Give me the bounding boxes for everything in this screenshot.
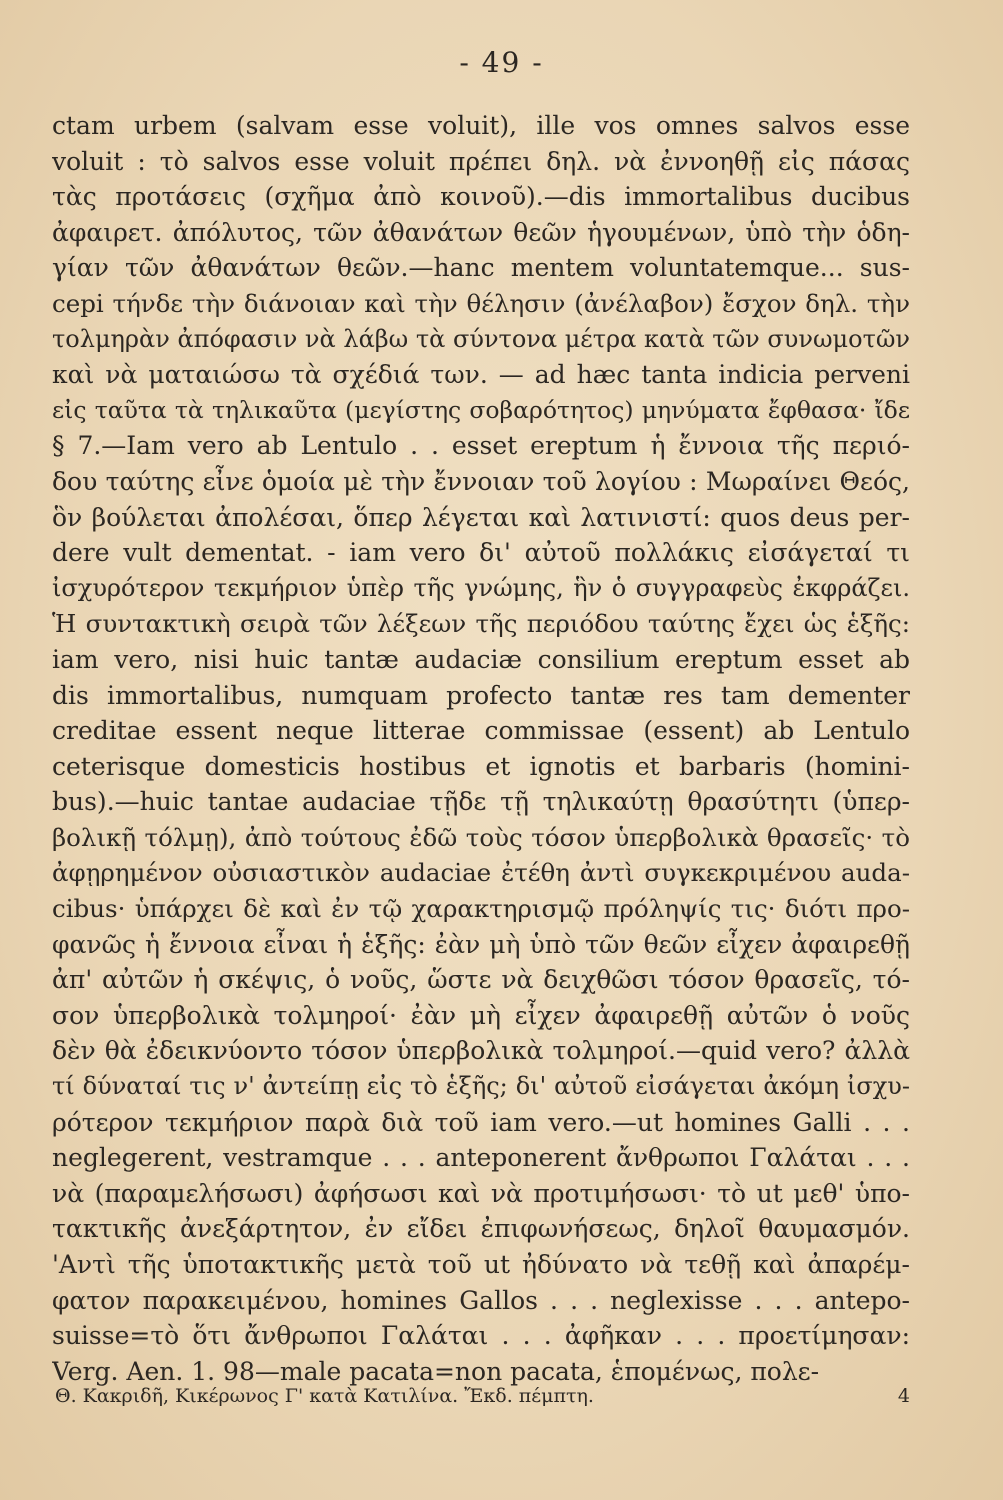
text-line: γίαν τῶν ἀθανάτων θεῶν.—hanc mentem voluntatemque... sus-	[52, 253, 910, 283]
text-line: neglegerent, vestramque . . . anteponerent ἄνθρωποι Γαλάται . . .	[52, 1143, 910, 1173]
text-line: σον ὑπερβολικὰ τολμηροί· ἐὰν μὴ εἶχεν ἀφαιρεθῇ αὐτῶν ὁ νοῦς	[52, 1000, 910, 1030]
text-line: cepi τήνδε τὴν διάνοιαν καὶ τὴν θέλησιν (ἀνέλαβον) ἔσχον δηλ. τὴν	[52, 288, 910, 318]
text-line: τακτικῆς ἀνεξάρτητον, ἐν εἴδει ἐπιφωνήσεως, δηλοῖ θαυμασμόν.	[52, 1214, 910, 1244]
text-line: εἰς ταῦτα τὰ τηλικαῦτα (μεγίστης σοβαρότητος) μηνύματα ἔφθασα· ἴδε	[52, 395, 910, 424]
text-line: creditae essent neque litterae commissae (essent) ab Lentulo	[52, 716, 910, 746]
text-line: Ἡ συντακτικὴ σειρὰ τῶν λέξεων τῆς περιόδου ταύτης ἔχει ὡς ἑξῆς:	[52, 609, 910, 639]
text-line: ἀφῃρημένον οὐσιαστικὸν audaciae ἐτέθη ἀντὶ συγκεκριμένου auda-	[52, 858, 910, 888]
text-line: βολικῇ τόλμῃ), ἀπὸ τούτους ἐδῶ τοὺς τόσον ὑπερβολικὰ θρασεῖς· τὸ	[52, 822, 910, 852]
text-line: φατον παρακειμένου, homines Gallos . . . neglexisse . . . antepo-	[52, 1285, 910, 1315]
page-number: - 49 -	[459, 46, 544, 79]
text-line: ceterisque domesticis hostibus et ignotis et barbaris (homini-	[52, 751, 910, 781]
text-line: καὶ νὰ ματαιώσω τὰ σχέδιά των. — ad hæc tanta indicia perveni	[52, 360, 910, 390]
text-line: ἰσχυρότερον τεκμήριον ὑπὲρ τῆς γνώμης, ἣν ὁ συγγραφεὺς ἐκφράζει.	[52, 573, 910, 602]
text-line: bus).—huic tantae audaciae τῇδε τῇ τηλικαύτῃ θρασύτητι (ὑπερ-	[52, 787, 910, 817]
text-line: iam vero, nisi huic tantæ audaciæ consilium ereptum esset ab	[52, 644, 910, 674]
text-line: suisse=τὸ ὅτι ἄνθρωποι Γαλάται . . . ἀφῆκαν . . . προετίμησαν:	[52, 1321, 910, 1351]
text-line: ctam urbem (salvam esse voluit), ille vos omnes salvos esse	[52, 111, 910, 140]
text-line: τὰς προτάσεις (σχῆμα ἀπὸ κοινοῦ).—dis immortalibus ducibus	[52, 182, 910, 212]
text-line: τολμηρὰν ἀπόφασιν νὰ λάβω τὰ σύντονα μέτρα κατὰ τῶν συνωμοτῶν	[52, 324, 910, 353]
text-line: φανῶς ἡ ἔννοια εἶναι ἡ ἑξῆς: ἐὰν μὴ ὑπὸ τῶν θεῶν εἶχεν ἀφαιρεθῇ	[52, 929, 910, 959]
text-line: voluit : τὸ salvos esse voluit πρέπει δηλ. νὰ ἐννοηθῇ εἰς πάσας	[52, 146, 910, 176]
text-line: 'Αντὶ τῆς ὑποτακτικῆς μετὰ τοῦ ut ἠδύνατο νὰ τεθῇ καὶ ἀπαρέμ-	[52, 1250, 910, 1279]
text-line: § 7.—Iam vero ab Lentulo . . esset ereptum ἡ ἔννοια τῆς περιό-	[52, 431, 910, 461]
text-line: ἀπ' αὐτῶν ἡ σκέψις, ὁ νοῦς, ὥστε νὰ δειχθῶσι τόσον θρασεῖς, τό-	[52, 965, 910, 995]
text-line: τί δύναταί τις ν' ἀντείπῃ εἰς τὸ ἑξῆς; δι' αὐτοῦ εἰσάγεται ἀκόμη ἰσχυ-	[52, 1072, 910, 1101]
page-footer	[55, 1385, 910, 1407]
text-line: ρότερον τεκμήριον παρὰ διὰ τοῦ iam vero.—ut homines Galli . . .	[52, 1107, 910, 1137]
footer-signature: Θ. Κακριδῆ, Κικέρωνος Γ' κατὰ Κατιλίνα. Ἔκδ. πέμπτη.	[55, 1385, 594, 1407]
text-line: dere vult dementat. - iam vero δι' αὐτοῦ πολλάκις εἰσάγεταί τι	[52, 538, 910, 568]
text-line: dis immortalibus, numquam profecto tantæ res tam dementer	[52, 680, 910, 710]
text-line: δου ταύτης εἶνε ὁμοία μὲ τὴν ἔννοιαν τοῦ λογίου : Μωραίνει Θεός,	[52, 466, 910, 496]
text-line: ὃν βούλεται ἀπολέσαι, ὅπερ λέγεται καὶ λατινιστί: quos deus per-	[52, 502, 910, 532]
text-line: νὰ (παραμελήσωσι) ἀφήσωσι καὶ νὰ προτιμήσωσι· τὸ ut μεθ' ὑπο-	[52, 1178, 910, 1208]
text-line: ἀφαιρετ. ἀπόλυτος, τῶν ἀθανάτων θεῶν ἡγουμένων, ὑπὸ τὴν ὁδη-	[52, 217, 910, 247]
text-line: Verg. Aen. 1. 98—male pacata=non pacata, ἑπομένως, πολε-	[52, 1356, 820, 1386]
text-line: cibus· ὑπάρχει δὲ καὶ ἐν τῷ χαρακτηρισμῷ πρόληψίς τις· διότι προ-	[52, 894, 910, 924]
footer-sheet-mark: 4	[897, 1385, 910, 1407]
text-line: δὲν θὰ ἐδεικνύοντο τόσον ὑπερβολικὰ τολμηροί.—quid vero? ἀλλὰ	[52, 1036, 910, 1066]
body-text	[52, 108, 910, 1389]
